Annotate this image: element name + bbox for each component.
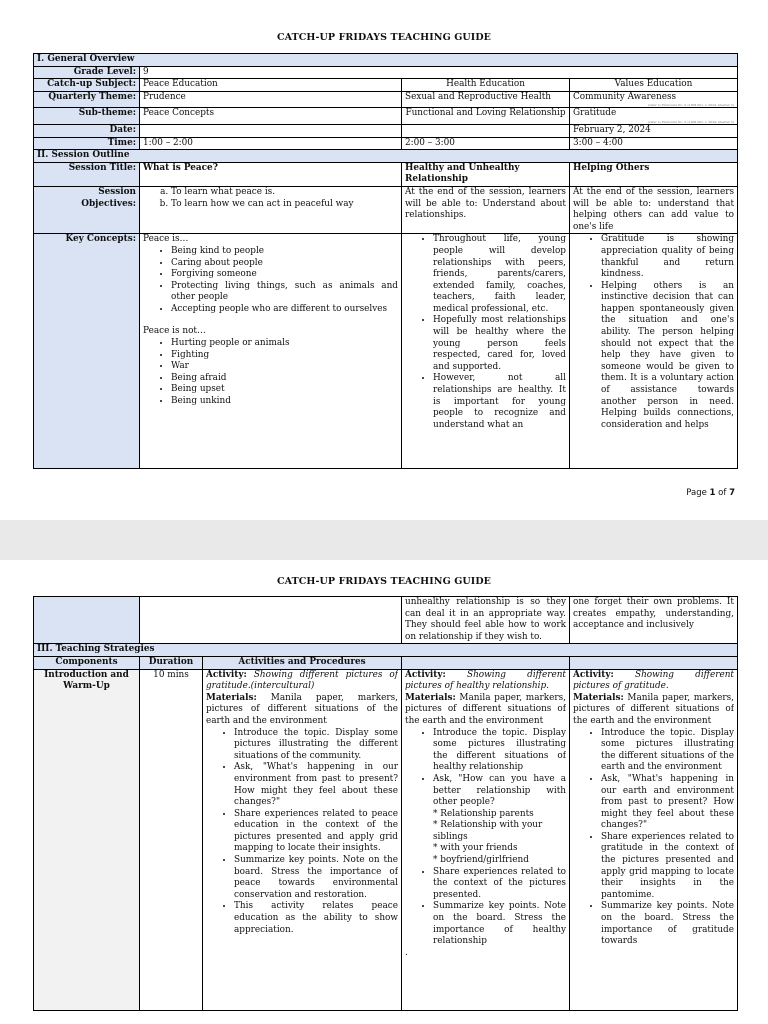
list-item: • Introduce the topic. Display some pictures illustrating the different situations of the earth and the environment [601,728,734,774]
activity-cell: Activity: Showing different pictures of gratitude. Materials: Manila paper, markers, pictures of different situations of the earth and the environment • Introduce the topic. Display some pictures illustrating the different situations of the earth and the environment • Ask, "What's happening in our earth and environment from past to present? How might they feel about these changes?" • Share experiences related to gratitude in the context of the pictures presented and apply grid mapping to locate their insights in the pantomime. • Summarize key points. Note on the board. Stress the importance of gratitude towards [570,669,738,1010]
teaching-guide-table [33,53,738,469]
subtheme-cell: Functional and Loving Relationship [402,108,570,125]
subtheme-cell: Peace Concepts [140,108,402,125]
activity-cell: Activity: Showing different pictures of healthy relationship. Materials: Manila paper, markers, pictures of different situations of the earth and the environment • Introduce the topic. Display some pictures illustrating the different situations of healthy relationship • Ask, "How can you have a better relationship with other people? * Relationship parents * Relationship with your siblings * with your friends * boyfriend/girlfriend • Share experiences related to the context of the pictures presented. • Summarize key points. Note on the board. Stress the importance of healthy relationship . [402,669,570,1010]
time-label: Time: [34,137,140,150]
procedure-list [206,728,398,937]
date-row [34,124,738,137]
list-item: * with your friends [433,843,518,854]
materials-text: Manila paper, markers, pictures of different situations of the earth and the environment [573,692,734,726]
header-activities: Activities and Procedures [203,656,402,669]
key-concepts-cell [140,234,402,469]
page-number: Page 1 of 7 [686,488,735,498]
peace-is-list [143,246,398,316]
list-item: • Ask, "What's happening in our earth and environment from past to present? How might they feel about these changes?" [601,774,734,832]
continuation-cell: one forget their own problems. It creates empathy, understanding, acceptance and inclusively [570,597,738,644]
list-item: • War [171,361,398,373]
header-duration: Duration [140,656,203,669]
date-cell [140,124,402,137]
list-item: • Gratitude is showing appreciation quality of being thankful and return kindness. [601,234,734,280]
component-cell: Introduction and Warm-Up [34,669,140,1010]
list-item: • Summarize key points. Note on the board. Stress the importance of gratitude towards [601,901,734,947]
list-item: • Being upset [171,384,398,396]
list-item: • Share experiences related to peace education in the context of the pictures presented and apply grid mapping to locate their insights. [234,809,398,855]
list-item: • Summarize key points. Note on the board. Stress the importance of healthy relationship [433,901,566,947]
objectives-cell: At the end of the session, learners will be able to: understand that helping others can add value to one's life [570,186,738,233]
theme-cell: Sexual and Reproductive Health [402,91,570,108]
time-cell: 3:00 – 4:00 [570,137,738,150]
objectives-label-line: Objectives: [81,198,136,209]
objectives-cell [140,186,402,233]
key-concepts-cell [570,234,738,469]
list-item: • Summarize key points. Note on the board. Stress the importance of peace towards environmental conservation and restoration. [234,855,398,901]
list-item: • Share experiences related to the context of the pictures presented. [433,867,566,902]
list-item: • Forgiving someone [171,269,398,281]
procedure-list [405,728,566,809]
subject-cell: Health Education [402,79,570,92]
subtheme-note: (refer to Enclosure No. 3 of DM 001, s. 2024, Quarter 3) [648,119,735,124]
continuation-cell: unhealthy relationship is so they can deal it in an appropriate way. They should feel able how to work on relationship if they wish to. [402,597,570,644]
list-item: • Protecting living things, such as animals and other people [171,281,398,304]
header-row [34,656,738,669]
session-title-cell: What is Peace? [140,162,402,186]
warmup-row [34,669,738,1010]
list-item: • Being unkind [171,396,398,408]
section-session-outline: II. Session Outline [34,150,738,163]
materials-text: Manila paper, markers, pictures of different situations of the earth and the environment [405,692,566,726]
list-item: • Introduce the topic. Display some pictures illustrating the different situations of the community. [234,728,398,763]
subject-cell: Peace Education [140,79,402,92]
trailing-text: . [405,947,408,958]
key-not-intro: Peace is not… [143,326,206,337]
session-title-row [34,162,738,186]
time-cell: 2:00 – 3:00 [402,137,570,150]
activity-text: Showing different pictures of gratitude. [573,669,734,692]
peace-is-not-list [143,338,398,408]
list-item: • Accepting people who are different to ourselves [171,304,398,316]
subject-cell: Values Education [570,79,738,92]
list-item: • Caring about people [171,258,398,270]
section-row [34,150,738,163]
list-item: b. To learn how we can act in peaceful way [171,199,398,211]
teaching-guide-table [33,596,738,1011]
duration-cell: 10 mins [140,669,203,1010]
key-concepts-label: Key Concepts: [34,234,140,469]
theme-label: Quarterly Theme: [34,91,140,108]
procedure-list [405,867,566,948]
key-concepts-row [34,234,738,469]
theme-cell [570,91,738,108]
page-separator [0,520,768,560]
theme-value: Community Awareness [573,91,677,102]
subtheme-value: Gratitude [573,108,617,119]
list-item: a. To learn what peace is. [171,187,398,199]
page-title: CATCH-UP FRIDAYS TEACHING GUIDE [276,576,492,587]
date-cell [402,124,570,137]
activity-text: Showing different pictures of gratitude.(intercultural) [206,669,398,692]
objectives-row [34,186,738,233]
list-item: • Being afraid [171,373,398,385]
subtheme-cell [570,108,738,125]
date-label: Date: [34,124,140,137]
session-title-cell: Healthy and Unhealthy Relationship [402,162,570,186]
relationship-sublist [405,809,566,867]
list-item: • However, not all relationships are healthy. It is important for young people to recognize and understand what an [433,373,566,431]
subject-row [34,79,738,92]
date-cell: February 2, 2024 [570,124,738,137]
grade-level-label: Grade Level: [34,66,140,79]
objectives-label-line: Session [98,186,136,197]
list-item: • Introduce the topic. Display some pictures illustrating the different situations of healthy relationship [433,728,566,774]
list-item: • Ask, "How can you have a better relationship with other people? [433,774,566,809]
list-item: • Fighting [171,350,398,362]
session-title-cell: Helping Others [570,162,738,186]
relationships-list [405,234,566,431]
page-2 [0,560,768,1024]
list-item: • Share experiences related to gratitude in the context of the pictures presented and apply grid mapping to locate their insights in the pantomime. [601,832,734,902]
theme-row [34,91,738,108]
list-item: * Relationship parents [433,808,534,819]
objectives-cell: At the end of the session, learners will be able to: Understand about relationships. [402,186,570,233]
activity-cell: Activity: Showing different pictures of gratitude.(intercultural) Materials: Manila paper, markers, pictures of different situations of the earth and the environment • Introduce the topic. Display some pictures illustrating the different situations of the community. • Ask, "What's happening in our environment from past to present? How might they feel about these changes?" • Share experiences related to peace education in the context of the pictures presented and apply grid mapping to locate their insights. • Summarize key points. Note on the board. Stress the importance of peace towards environmental conservation and restoration. • This activity relates peace education as the ability to show appreciation. [203,669,402,1010]
key-concepts-cell [402,234,570,469]
time-row [34,137,738,150]
objectives-label [34,186,140,233]
procedure-list [573,728,734,948]
list-item: * boyfriend/girlfriend [433,855,529,866]
list-item: • Throughout life, young people will develop relationships with peers, friends, parents/carers, extended family, coaches, teachers, faith leader, medical professional, etc. [433,234,566,315]
subtheme-row [34,108,738,125]
page-title: CATCH-UP FRIDAYS TEACHING GUIDE [276,32,492,43]
grade-row [34,66,738,79]
list-item: • Hopefully most relationships will be healthy where the young person feels respected, cared for, loved and supported. [433,315,566,373]
continuation-row [34,597,738,644]
time-cell: 1:00 – 2:00 [140,137,402,150]
header-components: Components [34,656,140,669]
list-item: • This activity relates peace education as the ability to show appreciation. [234,901,398,936]
list-item: • Being kind to people [171,246,398,258]
session-title-label: Session Title: [34,162,140,186]
theme-note: (refer to Enclosure No. 3 of DM 001, s. 2024, Quarter 3) [648,103,735,108]
activity-text: Showing different pictures of healthy relationship. [405,669,566,692]
list-item: • Helping others is an instinctive decision that can happen spontaneously given the situation and one's ability. The person helping should not expect that the help they have given to someone would be given to them. It is a voluntary action of assistance towards another person in need. Helping builds connections, consideration and helps [601,281,734,432]
section-teaching-strategies: III. Teaching Strategies [34,644,738,657]
list-item: • Ask, "What's happening in our environment from past to present? How might they feel about these changes?" [234,762,398,808]
theme-cell: Prudence [140,91,402,108]
subtheme-label: Sub-theme: [34,108,140,125]
section-general-overview: I. General Overview [34,54,738,67]
key-intro: Peace is… [143,234,189,245]
objectives-list [143,187,398,210]
section-row [34,644,738,657]
section-row [34,54,738,67]
gratitude-list [573,234,734,431]
grade-level-value: 9 [140,66,738,79]
materials-text: Manila paper, markers, pictures of different situations of the earth and the environment [206,692,398,726]
list-item: * Relationship with your siblings [433,820,543,842]
list-item: • Hurting people or animals [171,338,398,350]
subject-label: Catch-up Subject: [34,79,140,92]
